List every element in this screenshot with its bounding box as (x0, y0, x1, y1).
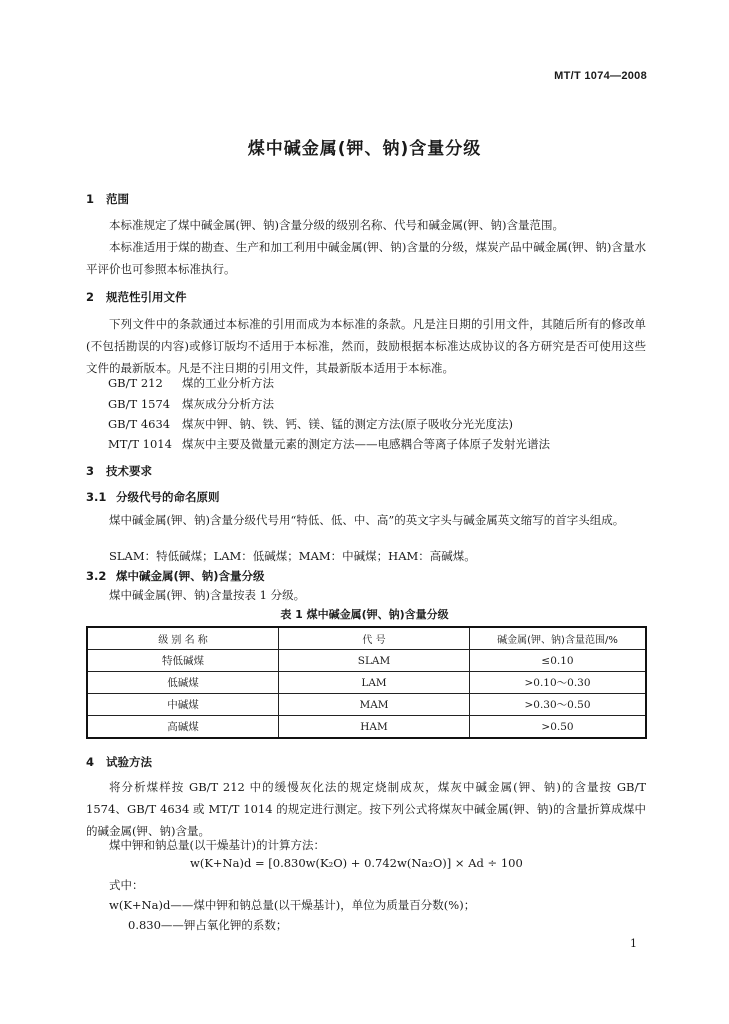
cell-range: >0.10～0.30 (470, 672, 647, 694)
section-4-para-1: 将分析煤样按 GB/T 212 中的缓慢灰化法的规定烧制成灰，煤灰中碱金属(钾、钠)的含量按 GB/T 1574、GB/T 4634 或 MT/T 1014 的规定进行测定。按下列公式将煤灰中碱金属(钾、钠)的含量折算成煤中的碱金属(钾、钠)含量。 (86, 780, 646, 838)
header-grade-name: 级 别 名 称 (87, 627, 279, 650)
section-2-heading (86, 289, 187, 305)
section-3-1-para-1: 煤中碱金属(钾、钠)含量分级代号用“特低、低、中、高”的英文字头与碱金属英文缩写的首字头组成。 (109, 513, 625, 527)
reference-code: MT/T 1014 (108, 437, 172, 451)
reference-name: 煤灰中钾、钠、铁、钙、镁、锰的测定方法(原子吸收分光光度法) (182, 417, 513, 431)
table-caption: 表 1 煤中碱金属(钾、钠)含量分级 (280, 608, 449, 621)
subsection-title: 分级代号的命名原则 (116, 490, 220, 504)
table-header-row (87, 627, 646, 650)
reference-name: 煤灰中主要及微量元素的测定方法——电感耦合等离子体原子发射光谱法 (182, 437, 550, 451)
subsection-title: 煤中碱金属(钾、钠)含量分级 (116, 569, 265, 583)
definition-1: w(K+Na)d——煤中钾和钠总量(以干燥基计)，单位为质量百分数(%)； (109, 898, 476, 912)
section-title: 规范性引用文件 (106, 290, 187, 304)
page-number: 1 (630, 937, 637, 950)
formula: w(K+Na)d = [0.830w(K₂O) + 0.742w(Na₂O)] × Ad ÷ 100 (190, 856, 523, 870)
section-4-heading (86, 754, 152, 770)
cell-code: HAM (279, 716, 470, 739)
subsection-3-2-heading (86, 568, 265, 584)
subsection-number: 3.2 (86, 569, 107, 583)
section-title: 范围 (106, 192, 129, 206)
cell-code: SLAM (279, 650, 470, 672)
cell-range: ≤0.10 (470, 650, 647, 672)
reference-name: 煤的工业分析方法 (182, 376, 274, 390)
cell-grade-name: 低碱煤 (87, 672, 279, 694)
section-3-1-para-2: SLAM：特低碱煤；LAM：低碱煤；MAM：中碱煤；HAM：高碱煤。 (109, 549, 476, 563)
subsection-3-1-heading (86, 489, 220, 505)
cell-code: LAM (279, 672, 470, 694)
reference-item (108, 436, 550, 452)
reference-name: 煤灰成分分析方法 (182, 397, 274, 411)
section-4-para-2: 煤中钾和钠总量(以干燥基计)的计算方法： (109, 838, 325, 852)
subsection-number: 3.1 (86, 490, 107, 504)
section-1-heading (86, 191, 129, 207)
reference-item (108, 416, 513, 432)
section-3-heading (86, 463, 152, 479)
definition-2: 0.830——钾占氧化钾的系数； (128, 918, 288, 932)
header-code: 代 号 (279, 627, 470, 650)
section-number: 1 (86, 192, 95, 206)
reference-item (108, 396, 274, 412)
grade-table (86, 626, 647, 739)
section-number: 2 (86, 290, 95, 304)
cell-grade-name: 高碱煤 (87, 716, 279, 739)
reference-code: GB/T 212 (108, 376, 163, 390)
cell-range: >0.30～0.50 (470, 694, 647, 716)
table-row (87, 650, 646, 672)
cell-grade-name: 中碱煤 (87, 694, 279, 716)
section-number: 4 (86, 755, 95, 769)
section-title: 技术要求 (106, 464, 152, 478)
table-row (87, 716, 646, 739)
table-row (87, 672, 646, 694)
header-range: 碱金属(钾、钠)含量范围/% (470, 627, 647, 650)
where-label: 式中： (109, 878, 144, 892)
section-1-para-1: 本标准规定了煤中碱金属(钾、钠)含量分级的级别名称、代号和碱金属(钾、钠)含量范围。 (109, 218, 564, 232)
cell-code: MAM (279, 694, 470, 716)
reference-code: GB/T 1574 (108, 397, 171, 411)
cell-range: >0.50 (470, 716, 647, 739)
section-2-para-1: 下列文件中的条款通过本标准的引用而成为本标准的条款。凡是注日期的引用文件，其随后所有的修改单(不包括勘误的内容)或修订版均不适用于本标准，然而，鼓励根据本标准达成协议的各方研究是否可使用这些文件的最新版本。凡是不注日期的引用文件，其最新版本适用于本标准。 (86, 317, 646, 375)
standard-code: MT/T 1074—2008 (554, 70, 647, 82)
document-title: 煤中碱金属(钾、钠)含量分级 (247, 139, 482, 159)
table-row (87, 694, 646, 716)
section-3-2-para-1: 煤中碱金属(钾、钠)含量按表 1 分级。 (109, 588, 306, 602)
section-1-para-2: 本标准适用于煤的勘查、生产和加工利用中碱金属(钾、钠)含量的分级，煤炭产品中碱金属(钾、钠)含量水平评价也可参照本标准执行。 (86, 240, 646, 276)
reference-code: GB/T 4634 (108, 417, 171, 431)
section-number: 3 (86, 464, 95, 478)
reference-item (108, 375, 274, 391)
cell-grade-name: 特低碱煤 (87, 650, 279, 672)
section-title: 试验方法 (106, 755, 152, 769)
